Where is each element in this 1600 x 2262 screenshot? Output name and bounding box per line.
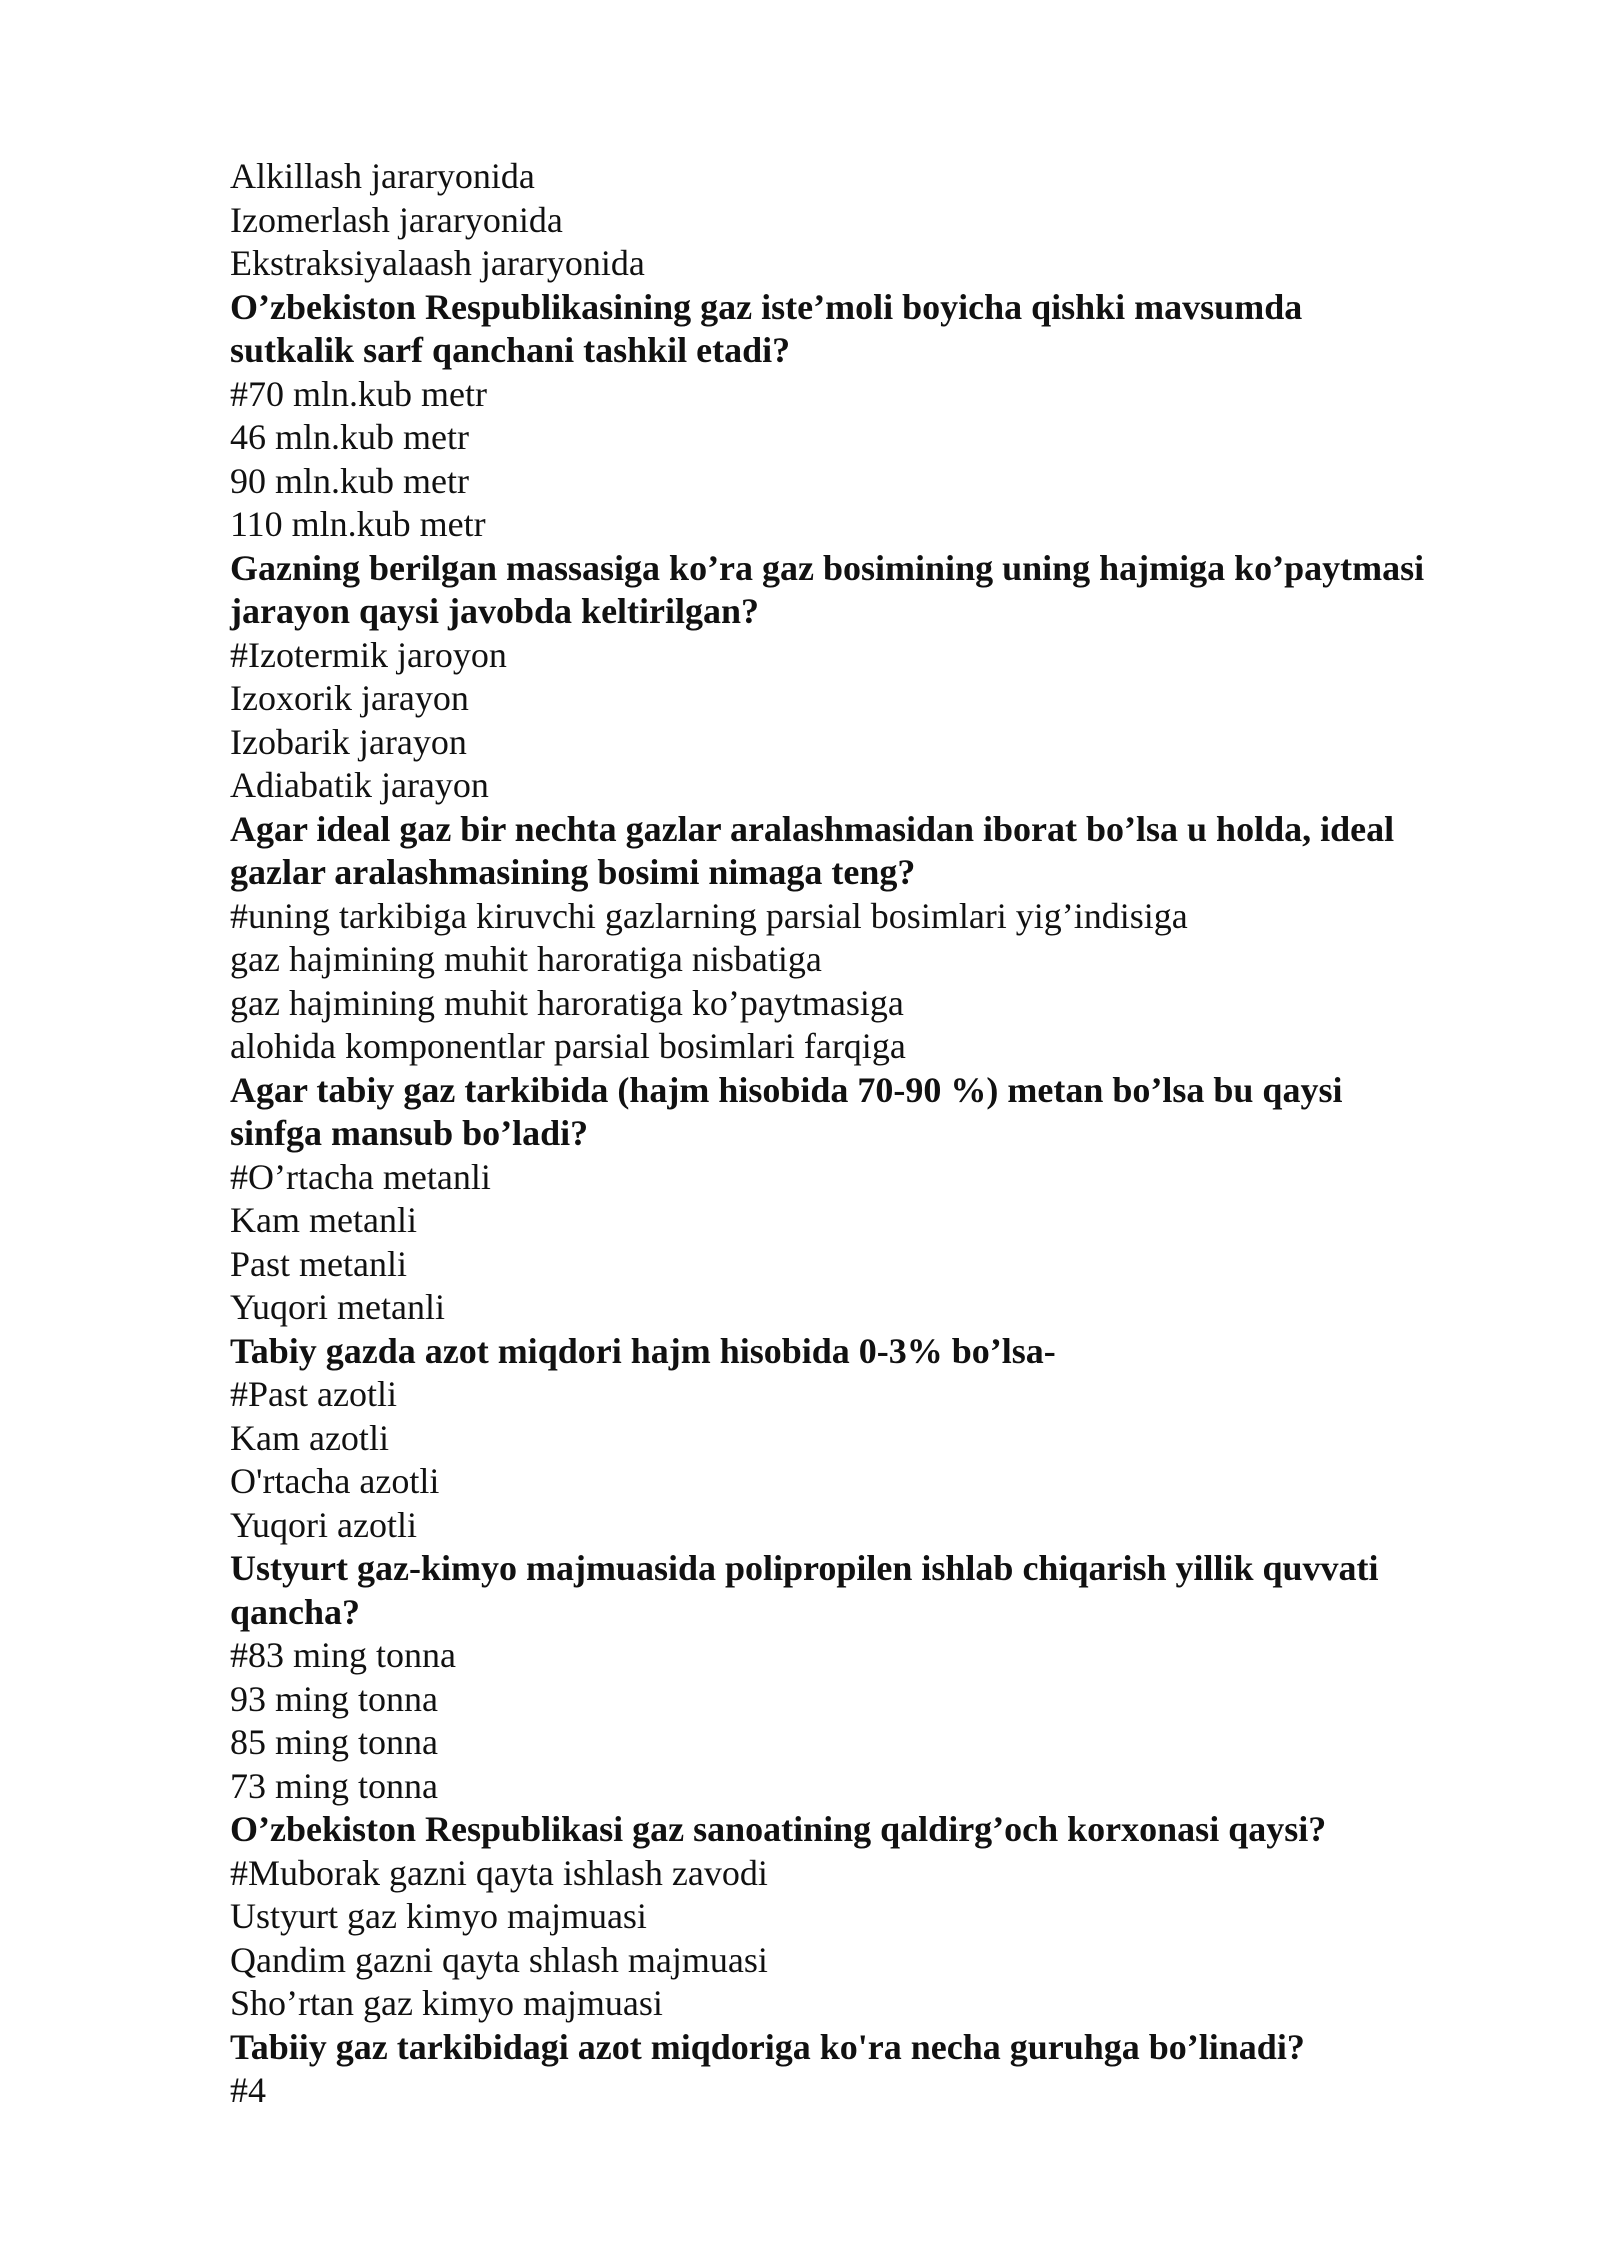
answer-option: Past metanli: [230, 1243, 407, 1284]
answer-option: Ustyurt gaz kimyo majmuasi: [230, 1896, 647, 1936]
question-text: jarayon qaysi javobda keltirilgan?: [230, 591, 760, 631]
question-text: qancha?: [230, 1591, 361, 1632]
answer-option: Alkillash jararyonida: [230, 156, 535, 196]
correct-answer-option: #70 mln.kub metr: [230, 373, 487, 414]
question-text: Tabiiy gaz tarkibidagi azot miqdoriga ko'ra necha guruhga bo’linadi?: [230, 2026, 1305, 2067]
question-text: gazlar aralashmasining bosimi nimaga teng?: [230, 852, 916, 892]
answer-option: Yuqori metanli: [230, 1287, 445, 1327]
answer-option: 73 ming tonna: [230, 1765, 438, 1806]
question-text: sinfga mansub bo’ladi?: [230, 1113, 589, 1153]
correct-answer-option: #4: [230, 2070, 266, 2110]
question-text: O’zbekiston Respublikasining gaz iste’moli boyicha qishki mavsumda: [230, 286, 1303, 327]
question-text: Agar ideal gaz bir nechta gazlar aralashmasidan iborat bo’lsa u holda, ideal: [230, 808, 1395, 849]
answer-option: Adiabatik jarayon: [230, 765, 489, 805]
answer-option: Sho’rtan gaz kimyo majmuasi: [230, 1983, 663, 2023]
answer-option: alohida komponentlar parsial bosimlari farqiga: [230, 1026, 906, 1066]
correct-answer-option: #Muborak gazni qayta ishlash zavodi: [230, 1852, 768, 1893]
answer-option: O'rtacha azotli: [230, 1461, 440, 1501]
question-text: O’zbekiston Respublikasi gaz sanoatining qaldirg’och korxonasi qaysi?: [230, 1809, 1327, 1849]
question-text: Gazning berilgan massasiga ko’ra gaz bosimining uning hajmiga ko’paytmasi: [230, 547, 1425, 588]
answer-option: Izoxorik jarayon: [230, 678, 469, 718]
correct-answer-option: #83 ming tonna: [230, 1635, 456, 1675]
answer-option: Yuqori azotli: [230, 1504, 417, 1545]
answer-option: Qandim gazni qayta shlash majmuasi: [230, 1939, 768, 1980]
answer-option: Kam azotli: [230, 1417, 389, 1458]
document-content: [230, 155, 1520, 2113]
answer-option: 46 mln.kub metr: [230, 417, 469, 457]
answer-option: 93 ming tonna: [230, 1678, 438, 1719]
correct-answer-option: #uning tarkibiga kiruvchi gazlarning parsial bosimlari yig’indisiga: [230, 895, 1188, 936]
question-text: Tabiy gazda azot miqdori hajm hisobida 0-3% bo’lsa-: [230, 1330, 1056, 1371]
answer-option: Kam metanli: [230, 1200, 417, 1240]
correct-answer-option: #O’rtacha metanli: [230, 1156, 491, 1197]
answer-option: gaz hajmining muhit haroratiga ko’paytmasiga: [230, 982, 904, 1023]
answer-option: Izobarik jarayon: [230, 721, 467, 762]
answer-option: gaz hajmining muhit haroratiga nisbatiga: [230, 939, 822, 979]
answer-option: Izomerlash jararyonida: [230, 199, 563, 240]
answer-option: 85 ming tonna: [230, 1722, 438, 1762]
correct-answer-option: #Past azotli: [230, 1374, 397, 1414]
answer-option: 110 mln.kub metr: [230, 504, 486, 544]
answer-option: 90 mln.kub metr: [230, 460, 469, 501]
answer-option: Ekstraksiyalaash jararyonida: [230, 243, 645, 283]
question-text: Ustyurt gaz-kimyo majmuasida polipropilen ishlab chiqarish yillik quvvati: [230, 1548, 1379, 1588]
correct-answer-option: #Izotermik jaroyon: [230, 634, 507, 675]
question-text: Agar tabiy gaz tarkibida (hajm hisobida 70-90 %) metan bo’lsa bu qaysi: [230, 1069, 1343, 1110]
question-text: sutkalik sarf qanchani tashkil etadi?: [230, 330, 791, 370]
